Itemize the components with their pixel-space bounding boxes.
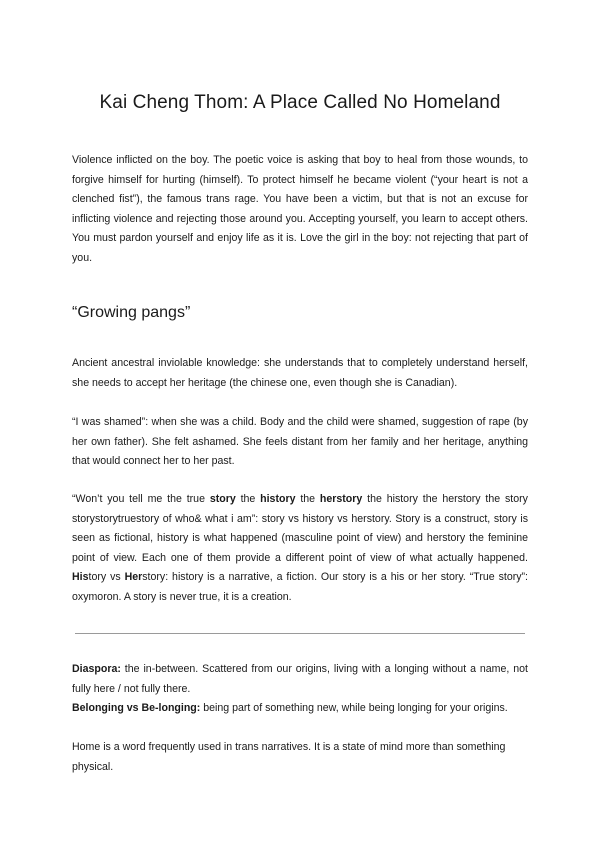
- shamed-paragraph: “I was shamed”: when she was a child. Body and the child were shamed, suggestion of rape (by her own father). She felt ashamed. She feels distant from her family and her heritage, anything that would connect her to her past.: [72, 416, 528, 467]
- belonging-term: Belonging vs Be-longing:: [72, 702, 201, 714]
- story-text: the history the herstory the story storystorytruestory of who& what i am”: story vs history vs herstory. Story is a construct, story is seen as fictional, history is what happened (masculine point of view) and herstory the feminine point of view. Each one of them provide a different point of view of what actually happened.: [72, 493, 528, 564]
- her-bold: Her: [124, 571, 143, 583]
- diaspora-term: Diaspora:: [72, 663, 121, 675]
- story-text: the: [235, 493, 261, 505]
- story-text: story: history is a narrative, a fiction. Our story is a his or her story. “True story”: oxymoron. A story is never true, it is a creation.: [72, 571, 529, 603]
- story-bold: story: [209, 493, 236, 505]
- horizontal-divider: [75, 633, 525, 634]
- herstory-bold: herstory: [319, 493, 363, 505]
- page-title: Kai Cheng Thom: A Place Called No Homeland: [99, 92, 501, 113]
- story-text: the: [295, 493, 320, 505]
- diaspora-paragraph: [72, 660, 528, 699]
- intro-paragraph: Violence inflicted on the boy. The poetic voice is asking that boy to heal from those wounds, to forgive himself for hurting (himself). To protect himself he became violent (“your heart is not a clenched fist”), the famous trans rage. You have been a victim, but that is not an excuse for inflicting violence and rejecting those around you. Accepting yourself, you learn to accept others. You must pardon yourself and enjoy life as it is. Love the girl in the boy: not rejecting that part of you.: [72, 154, 528, 264]
- home-paragraph: Home is a word frequently used in trans narratives. It is a state of mind more than something physical.: [72, 741, 506, 773]
- history-bold: history: [260, 493, 296, 505]
- belonging-text: being part of something new, while being longing for your origins.: [200, 702, 508, 714]
- ancestral-paragraph: Ancient ancestral inviolable knowledge: she understands that to completely understand herself, she needs to accept her heritage (the chinese one, even though she is Canadian).: [72, 357, 528, 389]
- story-text: “Won’t you tell me the true: [72, 493, 210, 505]
- section-heading: “Growing pangs”: [72, 304, 191, 321]
- story-text: tory vs: [88, 571, 125, 583]
- story-paragraph: [72, 490, 528, 607]
- belonging-paragraph: [72, 699, 528, 719]
- diaspora-text: the in-between. Scattered from our origins, living with a longing without a name, not fully here / not fully there.: [72, 663, 528, 695]
- his-bold: His: [72, 571, 89, 583]
